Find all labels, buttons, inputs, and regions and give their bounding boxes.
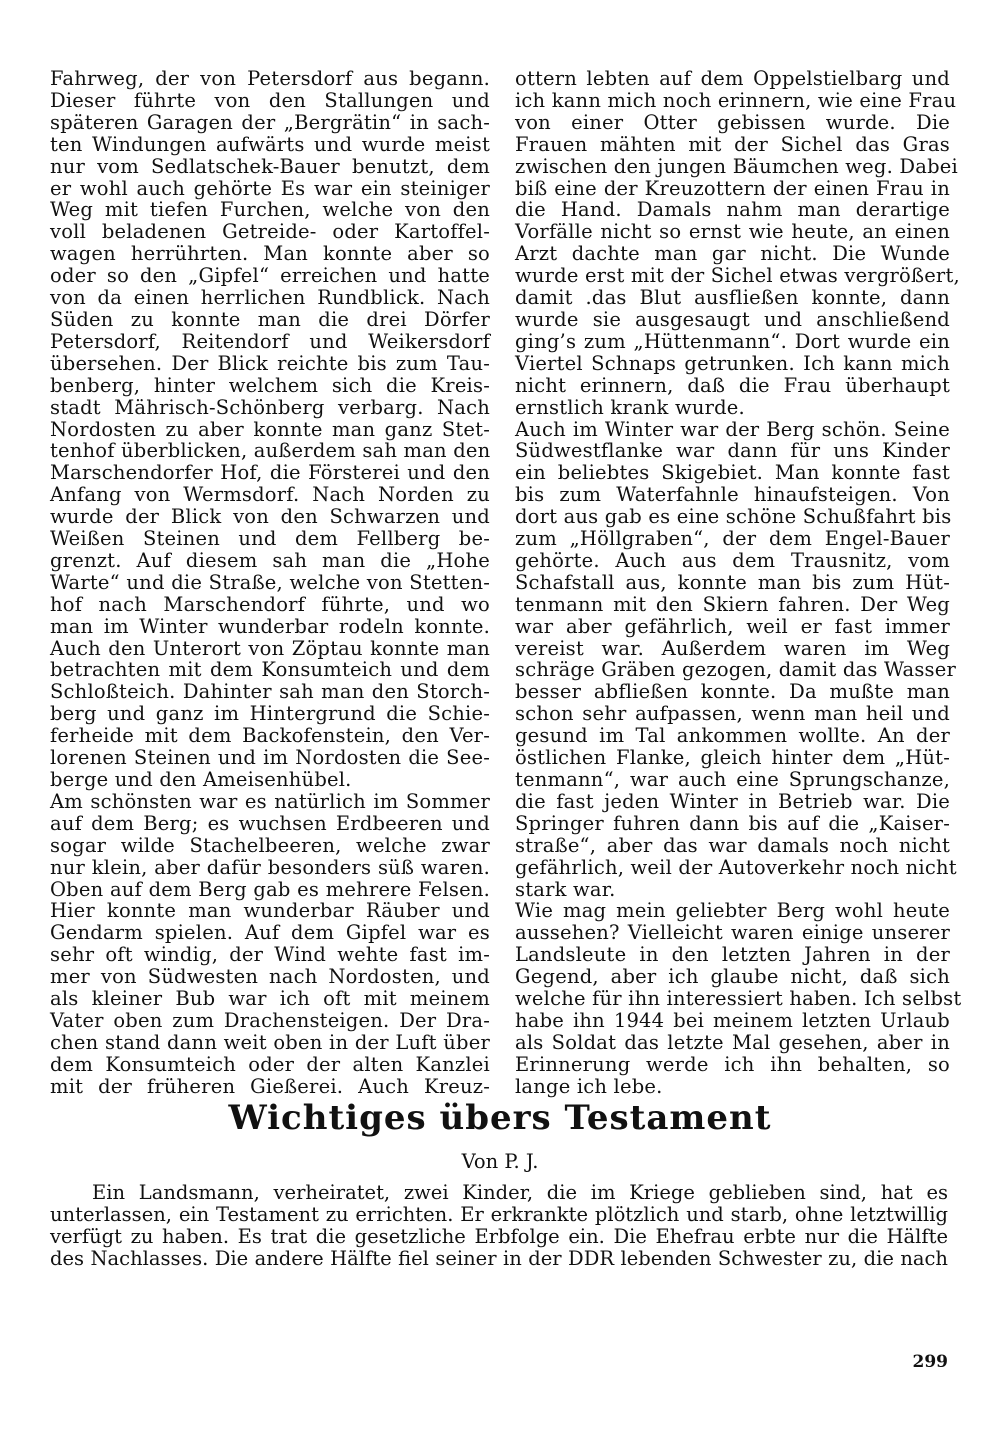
text-line: ernstlich krank wurde. <box>515 395 745 419</box>
text-line: stadt Mährisch-Schönberg verbarg. Nach <box>50 395 490 419</box>
text-line: Auch im Winter war der Berg schön. Seine <box>515 417 950 441</box>
text-line: von da einen herrlichen Rundblick. Nach <box>50 286 490 310</box>
article-byline: Von P. J. <box>461 1150 539 1173</box>
text-line: Anfang von Wermsdorf. Nach Norden zu <box>50 483 490 507</box>
left-column <box>50 68 490 1098</box>
text-line: Springer fuhren dann bis auf die „Kaiser- <box>515 811 950 835</box>
text-line: sogar wilde Stachelbeeren, welche zwar <box>50 833 490 857</box>
text-line: wurde der Blick von den Schwarzen und <box>50 505 490 529</box>
text-line: Südwestflanke war dann für uns Kinder <box>515 439 950 463</box>
text-line: tenmann mit den Skiern fahren. Der Weg <box>515 592 950 616</box>
text-line: tenmann“, war auch eine Sprungschanze, <box>515 768 950 791</box>
text-line: Warte“ und die Straße, welche von Stetten- <box>50 570 490 594</box>
text-line: Vater oben zum Drachensteigen. Der Dra- <box>50 1008 490 1032</box>
text-line: lange ich lebe. <box>515 1074 663 1098</box>
text-line: hof nach Marschendorf führte, und wo <box>50 592 490 616</box>
text-line: biß eine der Kreuzottern der einen Frau in <box>515 176 950 200</box>
text-line: chen stand dann weit oben in der Luft über <box>50 1030 490 1054</box>
text-line: schon sehr aufpassen, wenn man heil und <box>515 702 950 726</box>
text-line: Landsleute in den letzten Jahren in der <box>515 943 950 967</box>
text-line: wurde erst mit der Sichel etwas vergrößert, <box>515 264 960 288</box>
text-line: oder so den „Gipfel“ erreichen und hatte <box>50 264 490 288</box>
text-line: nur vom Sedlatschek-Bauer benutzt, dem <box>50 154 490 178</box>
text-line: betrachten mit dem Konsumteich und dem <box>50 658 490 682</box>
text-line: gehörte. Auch aus dem Trausnitz, vom <box>515 548 950 572</box>
text-line: grenzt. Auf diesem sah man die „Hohe <box>50 548 490 572</box>
text-line: Gendarm spielen. Auf dem Gipfel war es <box>50 921 490 945</box>
text-line: straße“, aber das war damals noch nicht <box>515 833 950 857</box>
text-line: auf dem Berg; es wuchsen Erdbeeren und <box>50 811 490 835</box>
text-line: nicht erinnern, daß die Frau überhaupt <box>515 373 950 397</box>
text-line: Petersdorf, Reitendorf und Weikersdorf <box>50 329 490 353</box>
text-line: voll beladenen Getreide- oder Kartoffel- <box>50 220 490 244</box>
text-line: Hier konnte man wunderbar Räuber und <box>50 899 490 923</box>
text-line: Erinnerung werde ich ihn behalten, so <box>515 1052 950 1076</box>
text-line: von einer Otter gebissen wurde. Die <box>515 110 950 134</box>
text-line: wurde sie ausgesaugt und anschließend <box>515 307 950 331</box>
text-line: benberg, hinter welchem sich die Kreis- <box>50 373 490 397</box>
text-line: berg und ganz im Hintergrund die Schie- <box>50 702 490 726</box>
text-line: ein beliebtes Skigebiet. Man konnte fast <box>515 461 950 485</box>
text-line: Vorfälle nicht so ernst wie heute, an einen <box>515 220 950 244</box>
text-line: sehr oft windig, der Wind wehte fast im- <box>50 943 490 967</box>
text-line: tenhof überblicken, außerdem sah man den <box>50 439 491 463</box>
text-line: Viertel Schnaps getrunken. Ich kann mich <box>515 351 950 375</box>
text-line: des Nachlasses. Die andere Hälfte fiel seiner in der DDR lebenden Schwester zu, die nach <box>50 1246 948 1270</box>
text-line: ich kann mich noch erinnern, wie eine Frau <box>515 88 957 112</box>
text-line: Wie mag mein geliebter Berg wohl heute <box>515 899 950 923</box>
text-line: Fahrweg, der von Petersdorf aus begann. <box>50 67 490 90</box>
text-line: die fast jeden Winter in Betrieb war. Die <box>515 789 950 813</box>
text-line: übersehen. Der Blick reichte bis zum Tau- <box>50 351 490 375</box>
text-line: gefährlich, weil der Autoverkehr noch nicht <box>515 855 957 879</box>
text-line: Ein Landsmann, verheiratet, zwei Kinder, die im Kriege geblieben sind, hat es <box>92 1181 948 1204</box>
text-line: Weißen Steinen und dem Fellberg be- <box>50 527 490 551</box>
text-line: nur klein, aber dafür besonders süß waren. <box>50 855 490 879</box>
text-line: ging’s zum „Hüttenmann“. Dort wurde ein <box>515 329 950 353</box>
text-line: Auch den Unterort von Zöptau konnte man <box>50 636 490 660</box>
text-line: vereist war. Außerdem waren im Weg <box>515 636 950 660</box>
right-column <box>515 67 962 1098</box>
text-line: er wohl auch gehörte Es war ein steiniger <box>50 176 490 200</box>
text-line: die Hand. Damals nahm man derartige <box>515 198 950 222</box>
text-line: man im Winter wunderbar rodeln konnte. <box>50 614 490 638</box>
text-line: aussehen? Vielleicht waren einige unserer <box>515 921 950 945</box>
text-line: mer von Südwesten nach Nordosten, und <box>50 965 490 989</box>
text-line: Weg mit tiefen Furchen, welche von den <box>50 198 490 222</box>
text-line: Oben auf dem Berg gab es mehrere Felsen. <box>50 877 490 901</box>
text-line: bis zum Waterfahnle hinaufsteigen. Von <box>515 483 950 507</box>
text-line: Frauen mähten mit der Sichel das Gras <box>515 132 950 156</box>
text-line: zum „Höllgraben“, der dem Engel-Bauer <box>515 527 950 551</box>
text-line: als Soldat das letzte Mal gesehen, aber in <box>515 1030 950 1054</box>
text-line: Am schönsten war es natürlich im Sommer <box>50 789 490 813</box>
text-line: Dieser führte von den Stallungen und <box>50 88 490 112</box>
text-line: Gegend, aber ich glaube nicht, daß sich <box>515 965 950 989</box>
text-line: habe ihn 1944 bei meinem letzten Urlaub <box>515 1008 950 1032</box>
text-line: Nordosten zu aber konnte man ganz Stet- <box>50 417 490 441</box>
text-line: dort aus gab es eine schöne Schußfahrt bis <box>515 505 952 529</box>
text-line: Marschendorfer Hof, die Försterei und den <box>50 461 490 485</box>
text-line: dem Konsumteich oder der alten Kanzlei <box>50 1052 490 1076</box>
text-line: besser abfließen konnte. Da mußte man <box>515 680 950 704</box>
text-line: Schloßteich. Dahinter sah man den Storch- <box>50 680 490 704</box>
text-line: damit .das Blut ausfließen konnte, dann <box>515 286 950 310</box>
text-line: als kleiner Bub war ich oft mit meinem <box>50 987 490 1011</box>
text-line: zwischen den jungen Bäumchen weg. Dabei <box>515 154 958 178</box>
text-line: stark war. <box>515 877 616 901</box>
article-title: Wichtiges übers Testament <box>228 1098 772 1138</box>
text-line: unterlassen, ein Testament zu errichten. Er erkrankte plötzlich und starb, ohne letztwillig <box>50 1202 948 1226</box>
text-line: war aber gefährlich, weil er fast immer <box>515 614 950 638</box>
text-line: Süden zu konnte man die drei Dörfer <box>50 307 490 331</box>
article-body <box>50 1182 948 1270</box>
text-line: berge und den Ameisenhübel. <box>50 768 352 791</box>
text-line: späteren Garagen der „Bergrätin“ in sach- <box>50 110 490 134</box>
text-line: lorenen Steinen und im Nordosten die See- <box>50 746 490 770</box>
text-line: gesund im Tal ankommen wollte. An der <box>515 724 950 748</box>
text-line: verfügt zu haben. Es trat die gesetzliche Erbfolge ein. Die Ehefrau erbte nur die Hälfte <box>50 1224 948 1248</box>
text-line: schräge Gräben gezogen, damit das Wasser <box>515 658 957 682</box>
text-line: Schafstall aus, konnte man bis zum Hüt- <box>515 570 950 594</box>
text-line: ottern lebten auf dem Oppelstielbarg und <box>515 67 950 90</box>
text-line: mit der früheren Gießerei. Auch Kreuz- <box>50 1074 490 1098</box>
text-line: östlichen Flanke, gleich hinter dem „Hüt- <box>515 746 950 770</box>
text-line: welche für ihn interessiert haben. Ich selbst <box>515 987 962 1011</box>
text-line: wagen herrührten. Man konnte aber so <box>50 242 490 266</box>
text-line: Arzt dachte man gar nicht. Die Wunde <box>515 242 950 266</box>
text-line: ten Windungen aufwärts und wurde meist <box>50 132 490 156</box>
page-number: 299 <box>912 1352 948 1372</box>
text-line: ferheide mit dem Backofenstein, den Ver- <box>50 724 490 748</box>
